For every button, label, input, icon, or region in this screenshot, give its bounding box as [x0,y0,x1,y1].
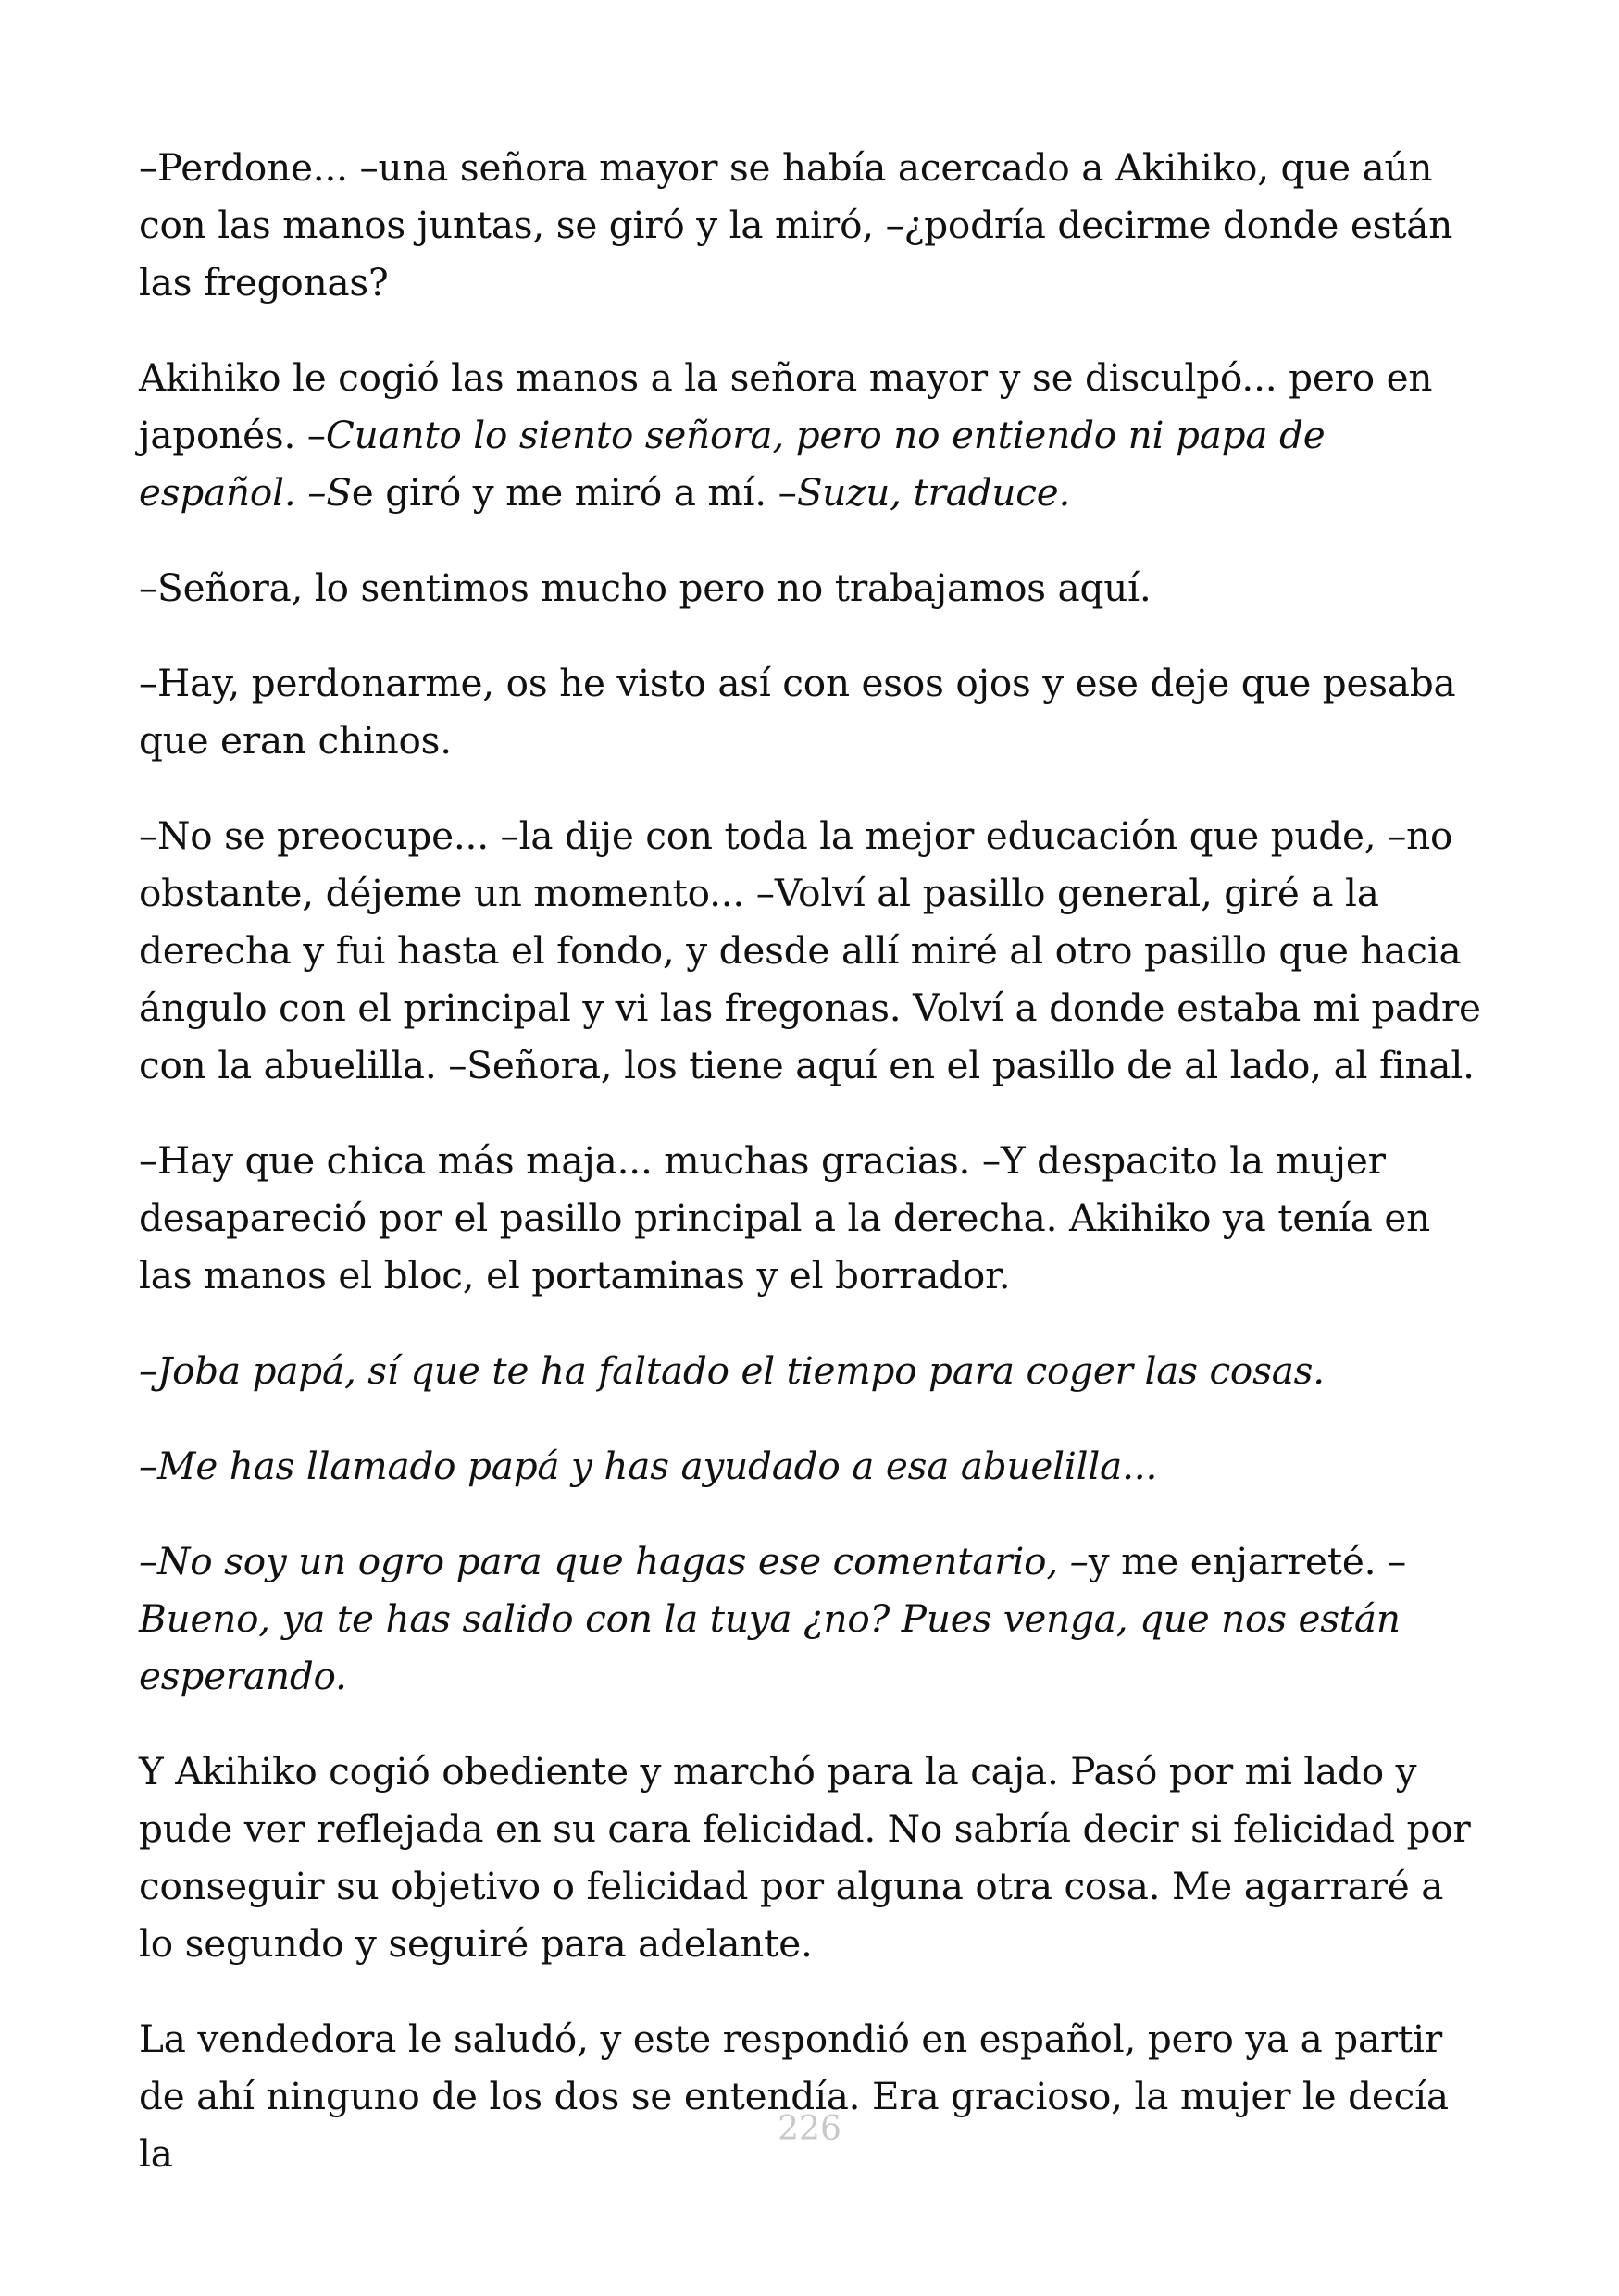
italic-text-span: Cuanto lo siento señora, pero no entiendo ni papa de español. –S [139,413,1326,515]
paragraph [139,1342,1481,1399]
paragraph [139,559,1481,616]
paragraph [139,2010,1481,2182]
italic-text-span: –No soy un ogro para que hagas ese comentario, – [139,1539,1089,1583]
paragraph [139,654,1481,769]
text-span: Akihiko le cogió las manos a la señora mayor y se disculpó... pero en japonés. – [139,355,1433,457]
paragraph [139,349,1481,521]
italic-text-span: Bueno, ya te has salido con la tuya ¿no? Pues venga, que nos están esperando. [139,1596,1401,1698]
text-span: –Hay, perdonarme, os he visto así con esos ojos y ese deje que pesaba que eran chinos. [139,661,1456,763]
paragraph [139,1743,1481,1972]
text-span: e giró y me miró a mí. – [351,470,797,515]
text-span: –Hay que chica más maja... muchas gracias. –Y despacito la mujer desapareció por el pasillo principal a la derecha. Akihiko ya tenía en las manos el bloc, el portaminas y el borrador. [139,1138,1430,1297]
text-span: Y Akihiko cogió obediente y marchó para la caja. Pasó por mi lado y pude ver reflejada en su cara felicidad. No sabría decir si felicidad por conseguir su objetivo o felicidad por alguna otra cosa. Me agarraré a lo segundo y seguiré para adelante. [139,1749,1471,1966]
paragraph [139,1437,1481,1495]
paragraph [139,807,1481,1094]
paragraph [139,1132,1481,1304]
italic-text-span: –Me has llamado papá y has ayudado a esa abuelilla... [139,1444,1158,1488]
italic-text-span: Suzu, traduce. [796,470,1071,515]
text-span: y me enjarreté. – [1088,1539,1407,1583]
page-number: 226 [778,2110,841,2148]
text-span: –No se preocupe... –la dije con toda la mejor educación que pude, –no obstante, déjeme un momento... –Volví al pasillo general, giré a la derecha y fui hasta el fondo, y desde allí miré al otro pasillo que hacia ángulo con el principal y vi las fregonas. Volví a donde estaba mi padre con la abuelilla. –Señora, los tiene aquí en el pasillo de al lado, al final. [139,813,1481,1087]
paragraph [139,139,1481,311]
body-text [139,139,1481,2220]
italic-text-span: –Joba papá, sí que te ha faltado el tiempo para coger las cosas. [139,1348,1325,1393]
paragraph [139,1533,1481,1705]
text-span: –Señora, lo sentimos mucho pero no trabajamos aquí. [139,565,1152,610]
text-span: La vendedora le saludó, y este respondió en español, pero ya a partir de ahí ninguno de los dos se entendía. Era gracioso, la mujer le decía la [139,2017,1449,2176]
text-span: –Perdone... –una señora mayor se había acercado a Akihiko, que aún con las manos juntas, se giró y la miró, –¿podría decirme donde están las fregonas? [139,145,1453,304]
